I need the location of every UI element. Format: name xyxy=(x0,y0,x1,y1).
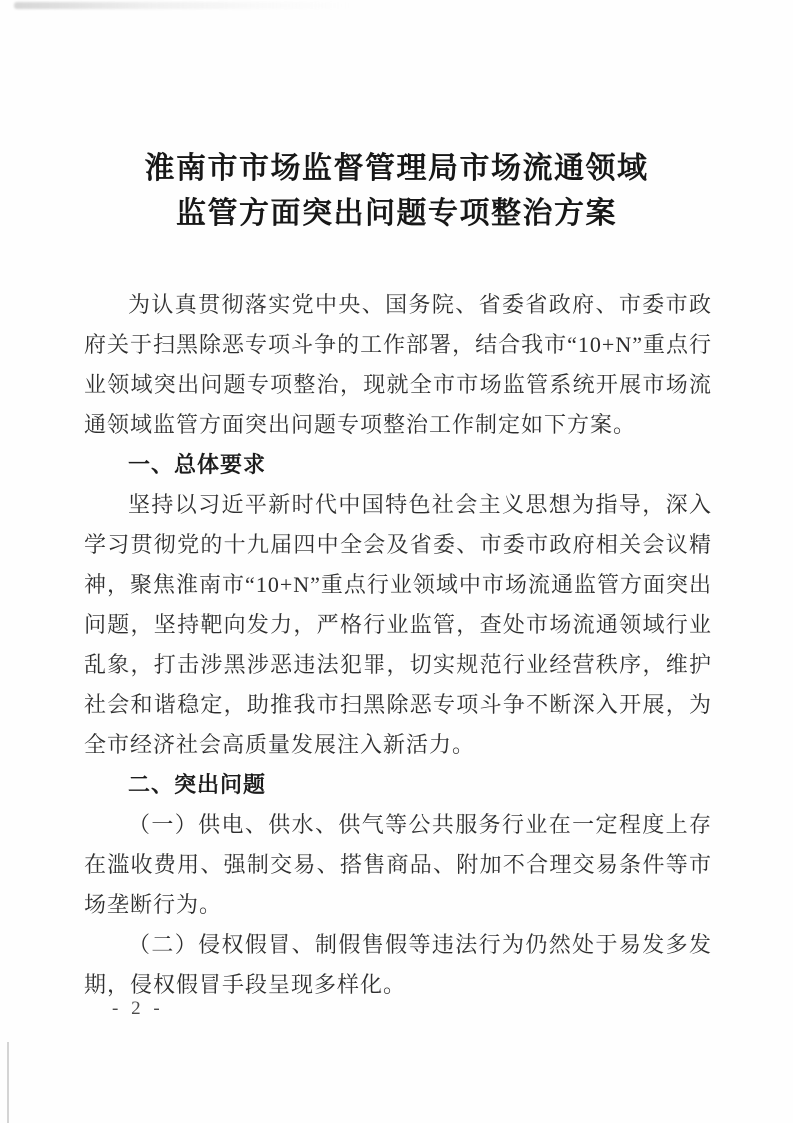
document-body xyxy=(84,285,712,1005)
section-heading-2: 二、突出问题 xyxy=(128,772,267,797)
paragraph-section-1: 坚持以习近平新时代中国特色社会主义思想为指导，深入学习贯彻党的十九届四中全会及省委、市委市政府相关会议精神，聚焦淮南市“10+N”重点行业领域中市场流通监管方面突出问题，坚持靶向发力，严格行业监管，查处市场流通领域行业乱象，打击涉黑涉恶违法犯罪，切实规范行业经营秩序，维护社会和谐稳定，助推我市扫黑除恶专项斗争不断深入开展，为全市经济社会高质量发展注入新活力。 xyxy=(84,492,712,757)
paragraph-item-1: （一）供电、供水、供气等公共服务行业在一定程度上存在滥收费用、强制交易、搭售商品、附加不合理交易条件等市场垄断行为。 xyxy=(84,812,712,917)
page-number: - 2 - xyxy=(112,998,164,1019)
paragraph-item-2: （二）侵权假冒、制假售假等违法行为仍然处于易发多发期，侵权假冒手段呈现多样化。 xyxy=(84,932,712,997)
document-title-line2: 监管方面突出问题专项整治方案 xyxy=(176,197,617,230)
paragraph-intro: 为认真贯彻落实党中央、国务院、省委省政府、市委市政府关于扫黑除恶专项斗争的工作部署，结合我市“10+N”重点行业领域突出问题专项整治，现就全市市场监管系统开展市场流通领域监管方面突出问题专项整治工作制定如下方案。 xyxy=(84,292,712,437)
scan-artifact-top-streak xyxy=(14,2,354,9)
document-title-line1: 淮南市市场监督管理局市场流通领域 xyxy=(144,152,649,185)
scan-artifact-left-line xyxy=(7,1042,9,1123)
document-title xyxy=(70,146,723,236)
section-heading-1: 一、总体要求 xyxy=(128,452,267,477)
